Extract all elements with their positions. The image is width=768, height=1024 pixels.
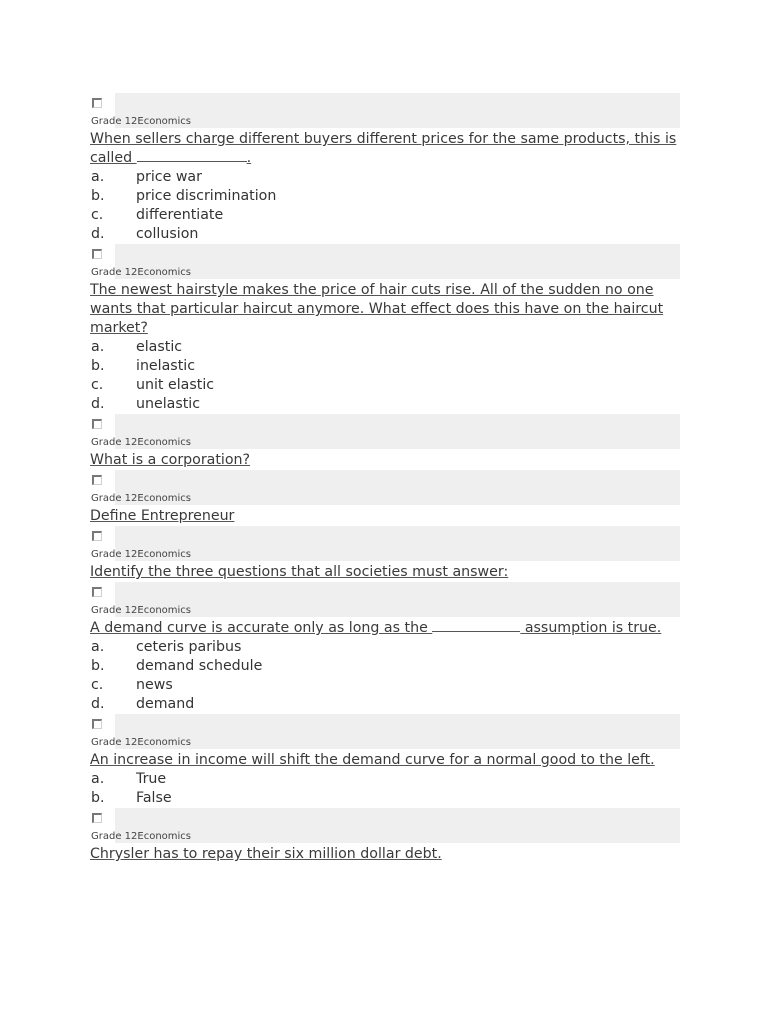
question-checkbox[interactable] [92,531,102,541]
answer-option [91,338,680,357]
option-letter: a. [91,339,105,355]
question-checkbox[interactable] [92,249,102,259]
option-text: price discrimination [136,188,277,204]
question-text [90,751,680,770]
question-header [90,244,680,279]
option-letter: c. [91,677,104,693]
answer-option [91,168,680,187]
question-text-before: Define Entrepreneur [90,508,235,524]
question-header [90,93,680,128]
answer-blank [432,619,520,632]
question-category: Grade 12Economics [91,437,192,448]
answer-option [91,225,680,244]
answer-options [90,338,680,414]
question-header [90,582,680,617]
question-text [90,619,680,638]
option-letter: c. [91,207,104,223]
option-text: inelastic [136,358,195,374]
question-text [90,845,680,864]
option-text: unit elastic [136,377,215,393]
option-text: demand schedule [136,658,263,674]
question-header [90,714,680,749]
answer-option [91,395,680,414]
answer-option [91,789,680,808]
option-letter: a. [91,169,105,185]
answer-options [90,638,680,714]
option-letter: d. [91,696,105,712]
option-text: collusion [136,226,199,242]
question-text-after: . [246,150,252,166]
option-text: elastic [136,339,183,355]
answer-option [91,206,680,225]
question-list [90,93,680,864]
question-block [90,470,680,526]
answer-blank [137,149,247,162]
question-checkbox[interactable] [92,419,102,429]
question-text [90,130,680,168]
question-block [90,414,680,470]
question-text-before: The newest hairstyle makes the price of hair cuts rise. All of the sudden no one wants that particular haircut anymore. What effect does this have on the haircut market? [90,282,664,336]
answer-option [91,357,680,376]
option-letter: a. [91,771,105,787]
answer-option [91,695,680,714]
question-text [90,563,680,582]
question-text-before: Identify the three questions that all societies must answer: [90,564,509,580]
option-letter: b. [91,358,105,374]
question-checkbox[interactable] [92,719,102,729]
option-letter: a. [91,639,105,655]
question-text-before: Chrysler has to repay their six million dollar debt. [90,846,442,862]
question-header [90,526,680,561]
option-text: demand [136,696,195,712]
question-checkbox[interactable] [92,475,102,485]
answer-option [91,187,680,206]
answer-option [91,638,680,657]
question-category: Grade 12Economics [91,831,192,842]
question-block [90,582,680,714]
option-text: ceteris paribus [136,639,242,655]
question-header [90,808,680,843]
question-checkbox[interactable] [92,587,102,597]
question-category: Grade 12Economics [91,267,192,278]
question-block [90,808,680,864]
answer-option [91,676,680,695]
question-block [90,714,680,808]
option-text: differentiate [136,207,224,223]
question-checkbox[interactable] [92,813,102,823]
question-text [90,451,680,470]
option-text: price war [136,169,202,185]
question-text [90,507,680,526]
question-block [90,526,680,582]
option-text: False [136,790,172,806]
question-category: Grade 12Economics [91,116,192,127]
question-text-before: What is a corporation? [90,452,251,468]
question-text [90,281,680,338]
question-text-before: A demand curve is accurate only as long as the [90,620,433,636]
question-block [90,244,680,414]
option-text: unelastic [136,396,201,412]
question-block [90,93,680,244]
option-letter: b. [91,658,105,674]
answer-options [90,168,680,244]
question-checkbox[interactable] [92,98,102,108]
question-header [90,470,680,505]
option-text: True [136,771,167,787]
question-text-before: An increase in income will shift the demand curve for a normal good to the left. [90,752,655,768]
option-letter: d. [91,396,105,412]
answer-options [90,770,680,808]
question-text-after: assumption is true. [520,620,662,636]
question-category: Grade 12Economics [91,493,192,504]
option-letter: c. [91,377,104,393]
option-letter: b. [91,188,105,204]
option-letter: b. [91,790,105,806]
answer-option [91,376,680,395]
question-category: Grade 12Economics [91,737,192,748]
question-category: Grade 12Economics [91,549,192,560]
question-header [90,414,680,449]
answer-option [91,770,680,789]
answer-option [91,657,680,676]
option-text: news [136,677,173,693]
option-letter: d. [91,226,105,242]
question-category: Grade 12Economics [91,605,192,616]
question-text-before: When sellers charge different buyers different prices for the same products, this is called [90,131,677,166]
